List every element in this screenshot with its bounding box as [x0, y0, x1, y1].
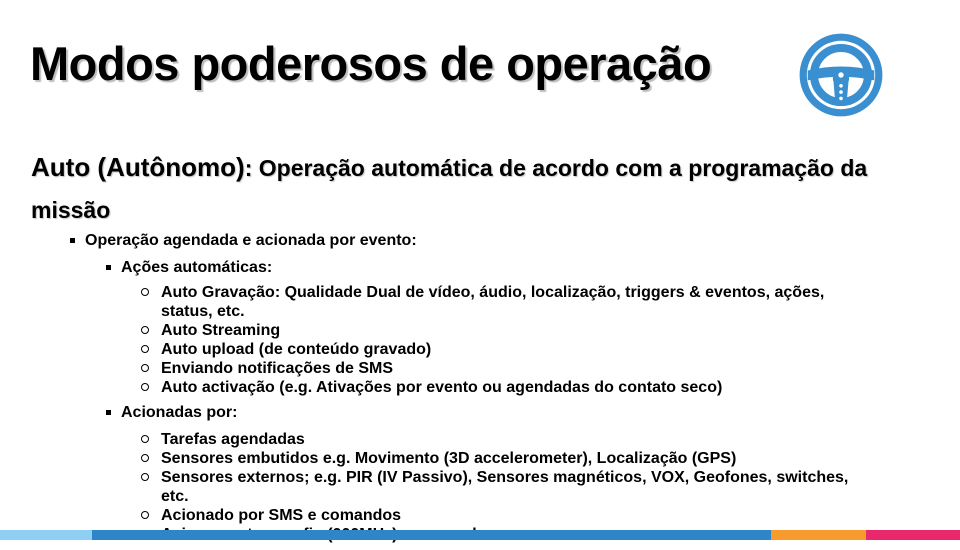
footer-bar-light-blue	[0, 530, 92, 540]
sub-bullet-automatic-actions	[105, 258, 929, 397]
steering-wheel-icon	[796, 30, 886, 120]
bullet-item	[69, 231, 929, 544]
list-item: Acionado por SMS e comandos	[141, 506, 877, 525]
slide-title: Modos poderosos de operação	[30, 37, 712, 90]
bullet-text: Operação agendada e acionada por evento:	[85, 232, 417, 249]
list-item: Auto activação (e.g. Ativações por evento ou agendadas do contato seco)	[141, 378, 877, 397]
sub-bullet-list	[105, 258, 929, 544]
list-item: Sensores externos; e.g. PIR (IV Passivo), Sensores magnéticos, VOX, Geofones, switches, etc.	[141, 468, 877, 506]
list-item: Tarefas agendadas	[141, 430, 877, 449]
automatic-actions-list	[141, 283, 877, 397]
bullet-list	[69, 231, 929, 550]
list-item: Enviando notificações de SMS	[141, 359, 877, 378]
list-item: Auto upload (de conteúdo gravado)	[141, 340, 877, 359]
heading-mode-name: Auto (Autônomo)	[31, 152, 245, 182]
section-heading	[31, 148, 911, 233]
heading-description: : Operação automática de acordo com a programação da missão	[31, 155, 868, 223]
sub-bullet-label: Ações automáticas:	[121, 259, 273, 276]
footer-bar-pink	[866, 530, 960, 540]
list-item: Sensores embutidos e.g. Movimento (3D accelerometer), Localização (GPS)	[141, 449, 877, 468]
list-item: Auto Gravação: Qualidade Dual de vídeo, áudio, localização, triggers & eventos, ações, status, etc.	[141, 283, 877, 321]
triggers-list	[141, 430, 877, 544]
footer-bar-blue	[92, 530, 771, 540]
footer-bar-orange	[771, 530, 866, 540]
list-item: Auto Streaming	[141, 321, 877, 340]
sub-bullet-label: Acionadas por:	[121, 404, 238, 421]
sub-bullet-triggered-by	[105, 403, 929, 544]
